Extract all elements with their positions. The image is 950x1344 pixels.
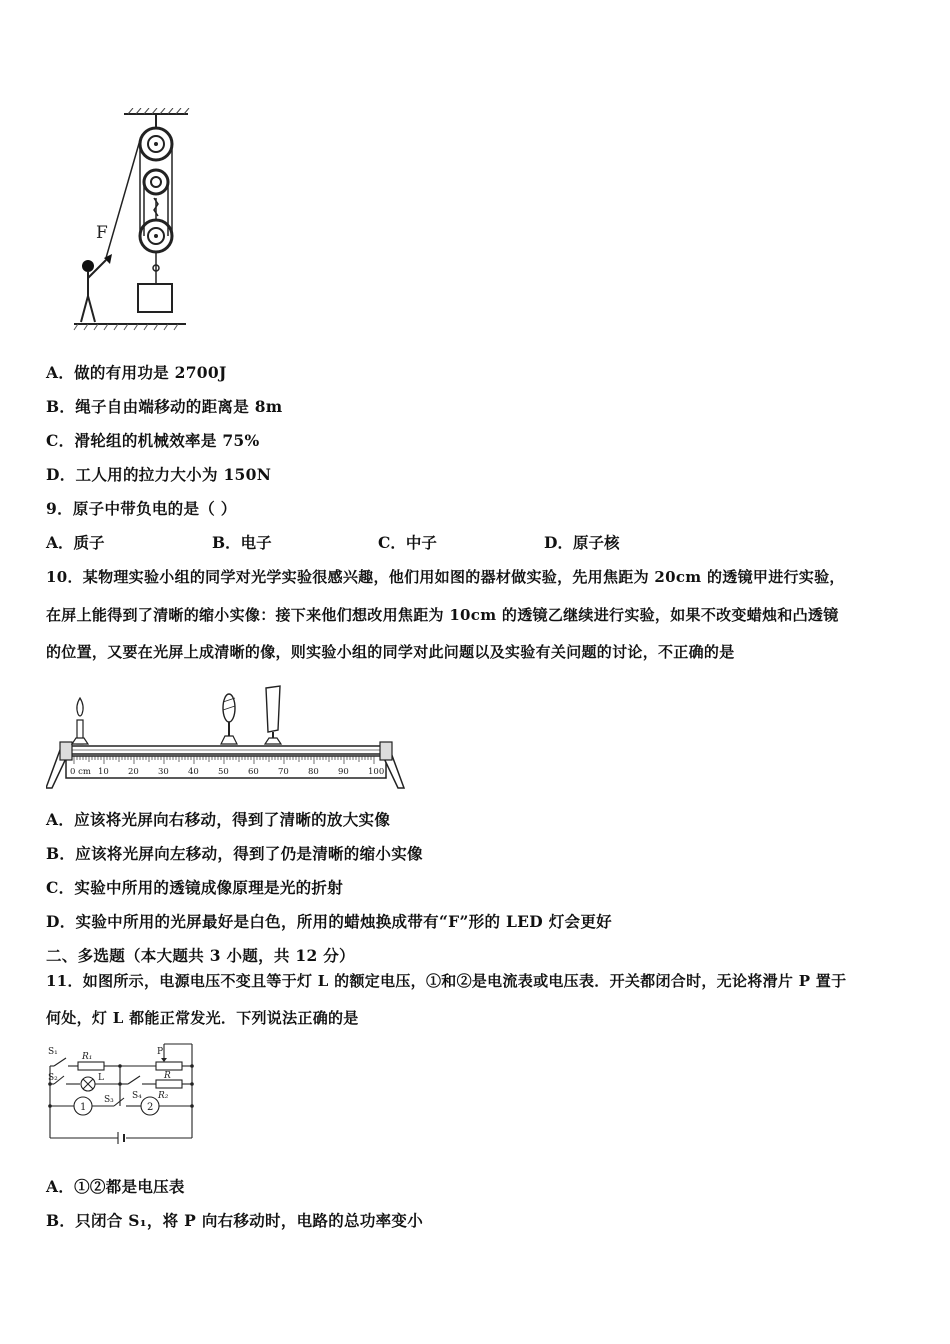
svg-text:2: 2 — [147, 1102, 154, 1113]
ruler-label: 60 — [248, 767, 259, 777]
q9-option-c: C．中子 — [378, 533, 437, 552]
q10-stem-line-3: 的位置，又要在光屏上成清晰的像，则实验小组的同学对此问题以及实验有关问题的讨论，不正确的是 — [46, 643, 735, 661]
svg-text:L: L — [98, 1073, 104, 1083]
svg-text:R₂: R₂ — [158, 1091, 169, 1101]
svg-text:1: 1 — [80, 1102, 87, 1113]
pulley-figure — [68, 108, 193, 336]
q11-option-b: B．只闭合 S₁，将 P 向右移动时，电路的总功率变小 — [46, 1211, 424, 1230]
q8-option-d: D．工人用的拉力大小为 150N — [46, 465, 272, 484]
svg-text:R₁: R₁ — [82, 1052, 93, 1062]
q10-stem-line-1: 10．某物理实验小组的同学对光学实验很感兴趣，他们用如图的器材做实验，先用焦距为 20cm 的透镜甲进行实验， — [46, 568, 845, 586]
svg-text:S₃: S₃ — [104, 1095, 114, 1105]
ruler-label: 0 cm — [70, 767, 91, 777]
ruler-label: 100 — [368, 767, 385, 777]
section-title: 二、多选题（本大题共 3 小题，共 12 分） — [46, 946, 355, 965]
circuit-figure — [46, 1040, 196, 1145]
ruler-label: 20 — [128, 767, 139, 777]
optical-bench-figure — [46, 684, 406, 794]
q8-option-c: C．滑轮组的机械效率是 75% — [46, 431, 260, 450]
svg-text:S₄: S₄ — [132, 1091, 142, 1101]
q9-stem: 9．原子中带负电的是（ ） — [46, 499, 237, 518]
q9-option-d: D．原子核 — [544, 533, 620, 552]
svg-text:P: P — [157, 1047, 164, 1057]
force-label: F — [96, 223, 108, 243]
ruler-label: 10 — [98, 767, 109, 777]
ruler-label: 40 — [188, 767, 199, 777]
ruler-label: 30 — [158, 767, 169, 777]
q10-option-b: B．应该将光屏向左移动，得到了仍是清晰的缩小实像 — [46, 844, 423, 863]
svg-text:S₁: S₁ — [48, 1047, 58, 1057]
q11-stem-line-2: 何处，灯 L 都能正常发光．下列说法正确的是 — [46, 1009, 359, 1027]
q8-option-b: B．绳子自由端移动的距离是 8m — [46, 397, 283, 416]
svg-text:R: R — [164, 1071, 171, 1081]
ruler-label: 90 — [338, 767, 349, 777]
q9-option-b: B．电子 — [212, 533, 272, 552]
svg-text:S₂: S₂ — [48, 1073, 58, 1083]
q11-option-a: A．①②都是电压表 — [46, 1177, 185, 1196]
q10-option-a: A．应该将光屏向右移动，得到了清晰的放大实像 — [46, 810, 391, 829]
q10-option-d: D．实验中所用的光屏最好是白色，所用的蜡烛换成带有“F”形的 LED 灯会更好 — [46, 912, 612, 931]
ruler-label: 70 — [278, 767, 289, 777]
q9-option-a: A．质子 — [46, 533, 105, 552]
q11-stem-line-1: 11．如图所示，电源电压不变且等于灯 L 的额定电压，①和②是电流表或电压表．开关都闭合时，无论将滑片 P 置于 — [46, 972, 847, 990]
q10-option-c: C．实验中所用的透镜成像原理是光的折射 — [46, 878, 344, 897]
ruler-label: 80 — [308, 767, 319, 777]
q8-option-a: A．做的有用功是 2700J — [46, 363, 227, 382]
q10-stem-line-2: 在屏上能得到了清晰的缩小实像：接下来他们想改用焦距为 10cm 的透镜乙继续进行实验，如果不改变蜡烛和凸透镜 — [46, 606, 839, 624]
ruler-label: 50 — [218, 767, 229, 777]
